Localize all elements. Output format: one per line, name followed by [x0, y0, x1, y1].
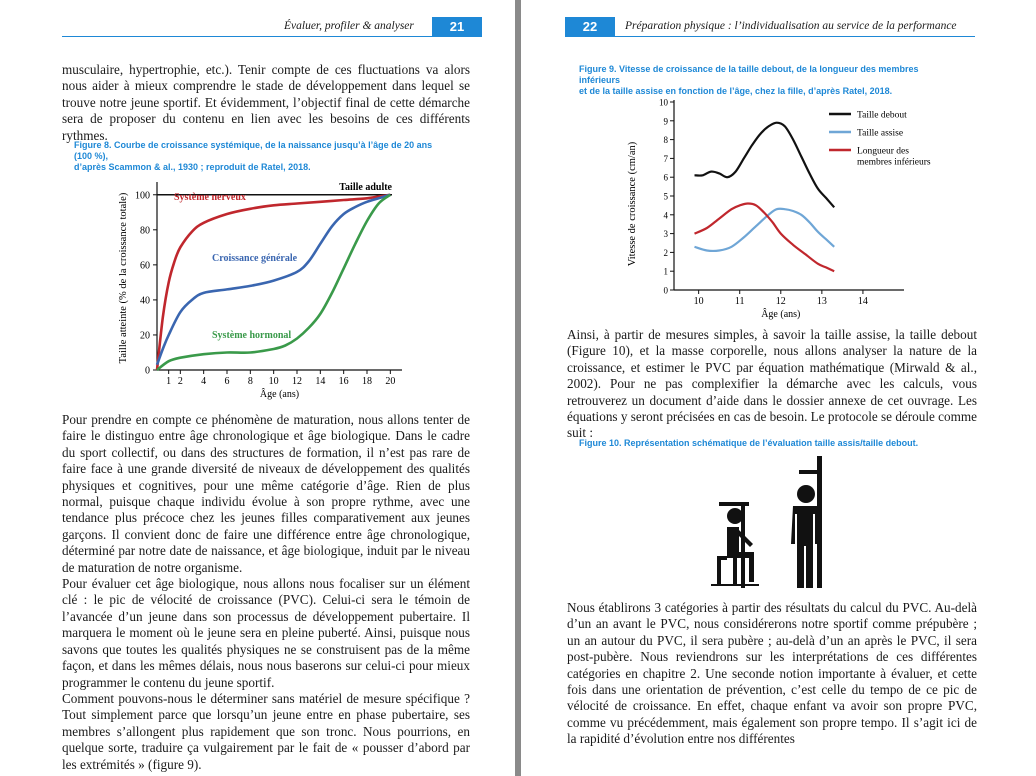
x-tick-label: 11 — [734, 296, 745, 307]
paragraph-measures: Ainsi, à partir de mesures simples, à savoir la taille assise, la taille debout (Figure 10), et la masse corporelle, nous allons analyser la nature de la croissance, et estimer le PVC par équation mathématique (Mirwald & al., 2002). Pour ne pas complexifier la démarche avec les calculs, vous retrouverez un document d’aide dans le dossier annexe de cet ouvrage. Les équations y seront précisées en cas de besoin. Le protocole se déroule comme suit : — [567, 327, 977, 441]
legend-label-longueur-des-membres-inferieurs: Longueur des membres inférieurs — [857, 146, 931, 168]
series-line-taille-debout — [695, 123, 835, 208]
x-tick-label: 12 — [775, 296, 786, 307]
series-line-taille-assise — [695, 209, 835, 251]
y-tick-label: 2 — [663, 247, 668, 258]
figure9-caption: Figure 9. Vitesse de croissance de la taille debout, de la longueur des membres inférieurs et de la taille assise en fonction de l’âge, chez la fille, d’après Ratel, 2018. — [579, 64, 919, 96]
running-head-rule — [565, 36, 975, 37]
x-axis-label: Âge (ans) — [259, 389, 300, 400]
right-page — [521, 0, 1036, 776]
figure8-caption: Figure 8. Courbe de croissance systémique, de la naissance jusqu’à l’âge de 20 ans (100 %), d’après Scammon & al., 1930 ; reproduit de Ratel, 2018. — [74, 140, 433, 172]
legend-label-taille-assise: Taille assise — [857, 128, 904, 139]
series-label-systeme-hormonal: Système hormonal — [212, 330, 292, 341]
reference-line-label: Taille adulte — [339, 181, 392, 193]
left-page — [0, 0, 515, 776]
y-tick-label: 9 — [663, 116, 668, 127]
x-tick-label: 4 — [201, 376, 207, 387]
series-line-longueur-des-membres-inferieurs — [695, 204, 835, 272]
running-head-right — [521, 17, 1036, 38]
x-tick-label: 10 — [268, 376, 279, 387]
y-tick-label: 80 — [140, 225, 150, 237]
y-tick-label: 6 — [663, 172, 668, 183]
y-tick-label: 20 — [140, 330, 150, 342]
running-head-left — [0, 17, 515, 38]
x-tick-label: 6 — [224, 376, 230, 387]
running-head-title: Évaluer, profiler & analyser — [284, 20, 414, 32]
series-line-systeme-hormonal — [157, 195, 390, 370]
series-label-croissance-generale: Croissance générale — [212, 253, 298, 264]
x-tick-label: 8 — [247, 376, 253, 387]
x-tick-label: 13 — [816, 296, 827, 307]
figure10-caption: Figure 10. Représentation schématique de l’évaluation taille assis/taille debout. — [579, 438, 919, 448]
x-tick-label: 18 — [362, 376, 372, 387]
running-head-rule — [62, 36, 482, 37]
x-tick-label: 12 — [292, 376, 302, 387]
legend-label-taille-debout: Taille debout — [857, 110, 907, 121]
y-tick-label: 60 — [140, 260, 150, 272]
x-tick-label: 20 — [385, 376, 396, 387]
y-tick-label: 3 — [663, 229, 668, 240]
x-tick-label: 14 — [315, 376, 326, 387]
page-number: 22 — [565, 17, 615, 36]
x-tick-label: 1 — [166, 376, 172, 387]
page-number: 21 — [432, 17, 482, 36]
y-tick-label: 100 — [135, 190, 150, 202]
x-tick-label: 10 — [693, 296, 704, 307]
y-tick-label: 0 — [663, 285, 668, 296]
y-axis-label: Taille atteinte (% de la croissance totale) — [118, 192, 129, 364]
series-line-systeme-nerveux — [157, 195, 390, 370]
y-tick-label: 8 — [663, 135, 668, 146]
figure8-chart — [112, 174, 412, 404]
x-tick-label: 2 — [177, 376, 183, 387]
y-tick-label: 5 — [663, 191, 668, 202]
figure10-illustration — [707, 452, 847, 592]
standing-height-measurement-icon — [791, 456, 822, 588]
y-tick-label: 1 — [663, 266, 668, 277]
paragraph-maturation: Pour prendre en compte ce phénomène de maturation, nous allons tenter de faire le distinguo entre âge chronologique et âge biologique. Dans le cadre du sport collectif, ou dans des structures de formation, il n’est pas rare de faire face à une grande diversité de niveaux de développement des qualités physiques et cognitives, pour une même catégorie d’âge. Rien de plus normal, puisque chaque individu évolue à son propre rythme, avec une tendance plus précoce chez les jeunes filles comparativement aux jeunes garçons. Il convient donc de faire une différence entre âge chronologique, déterminé par notre date de naissance, et âge biologique, induit par le niveau de maturation de notre organisme. Pour évaluer cet âge biologique, nous allons nous focaliser sur un élément clé : le pic de vélocité de croissance (PVC). Celui-ci sera le témoin de l’avancée d’un jeune dans son processus de développement pubertaire. Il marquera le moment où le jeune sera en pleine puberté. Ainsi, puisque nous savons que toutes les qualités physiques ne se construisent pas de la même façon, et dans les mêmes délais, nous nous baserons sur celui-ci pour mieux programmer le contenu du jeune sportif. Comment pouvons-nous le déterminer sans matériel de mesure spécifique ? Tout simplement parce que lorsqu’un jeune entre en phase pubertaire, ses membres s’allongent plus rapidement que son tronc. Nous pourrions, en quelque sorte, traduire ça vulgairement par le fait de « pousser d’abord par les extrémités » (figure 9). — [62, 412, 470, 772]
y-tick-label: 40 — [140, 295, 150, 307]
figure9-chart — [619, 94, 931, 326]
y-tick-label: 10 — [659, 97, 668, 108]
y-tick-label: 4 — [663, 210, 668, 221]
running-head-title: Préparation physique : l’individualisation au service de la performance — [625, 20, 957, 32]
y-tick-label: 0 — [145, 365, 150, 377]
x-tick-label: 14 — [857, 296, 868, 307]
y-tick-label: 7 — [663, 153, 668, 164]
y-axis-label: Vitesse de croissance (cm/an) — [627, 141, 638, 267]
seated-height-measurement-icon — [711, 502, 759, 588]
paragraph-intro: musculaire, hypertrophie, etc.). Tenir compte de ces fluctuations va alors nous aider à mieux comprendre le stade de développement dans lequel se trouve notre jeune sportif. Et évidemment, l’objectif final de cette démarche sera de proposer du contenu en lien avec les besoins de ces différents rythmes. — [62, 62, 470, 143]
series-label-systeme-nerveux: Système nerveux — [174, 192, 246, 203]
x-tick-label: 16 — [338, 376, 349, 387]
x-axis-label: Âge (ans) — [761, 309, 801, 320]
paragraph-categories: Nous établirons 3 catégories à partir des résultats du calcul du PVC. Au-delà d’un an avant le PVC, nous considérerons notre sportif comme prépubère ; un an autour du PVC, il sera pubère ; au-delà d’un an après le PVC, il sera post-pubère. Nous reviendrons sur les interprétations de ces différentes catégories en chapitre 2. Une seconde notion importante à évaluer, et cette fois dans une orientation de prévention, c’est celle du tempo de ce pic de vélocité de croissance. En effet, chaque enfant va avoir son propre PVC, comme vu précédemment, mais également son propre tempo. Il s’agit ici de la rapidité d’évolution entre nos différentes — [567, 600, 977, 747]
